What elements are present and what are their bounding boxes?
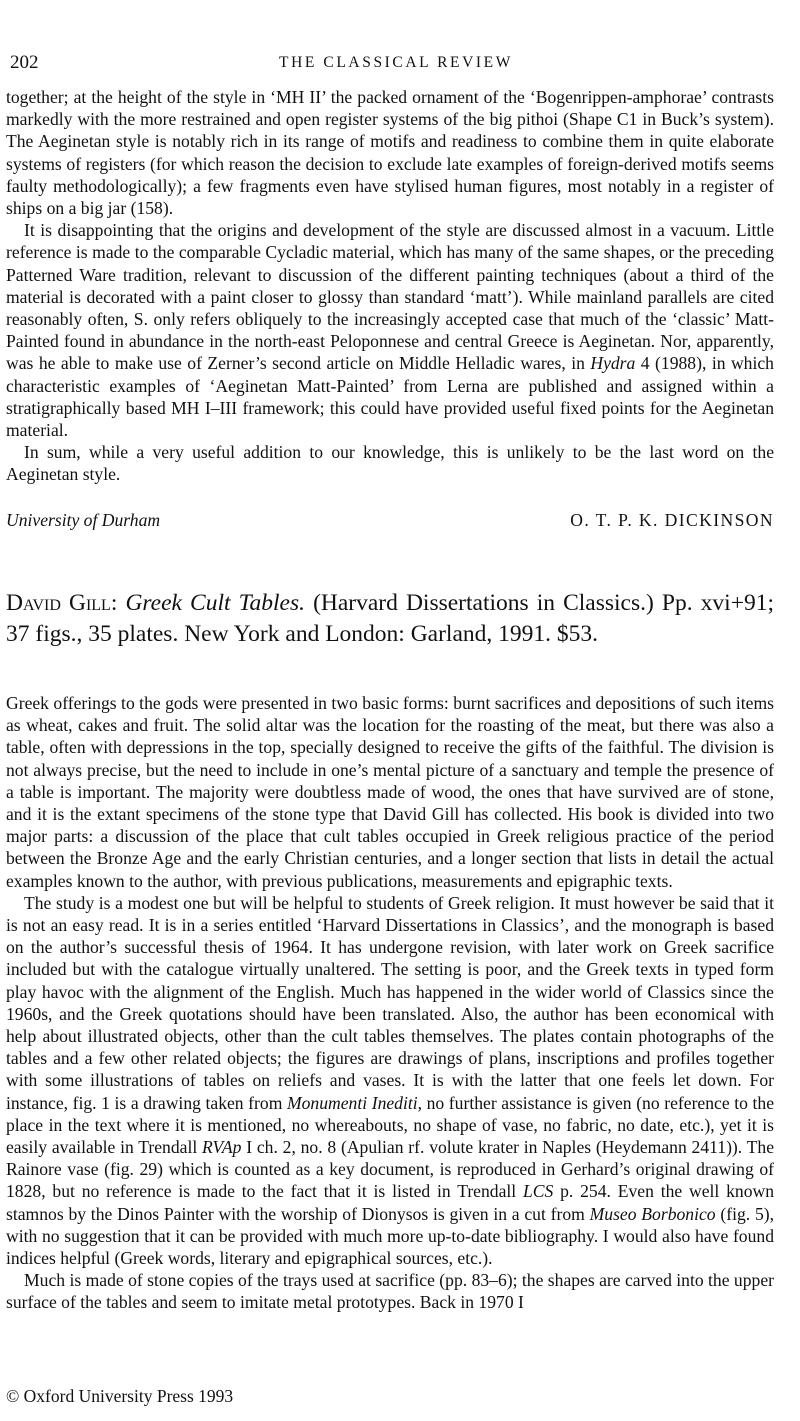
running-head: [10, 52, 782, 76]
copyright-notice: © Oxford University Press 1993: [6, 1386, 234, 1406]
reviewer-affiliation: University of Durham: [6, 510, 161, 530]
review-2-paragraph-2-part-1: The study is a modest one but will be helpful to students of Greek religion. It must however be said that it is not an easy read. It is in a series entitled ‘Harvard Dissertations in Classics’, and the monograph is based on the author’s successful thesis of 1964. It has undergone revision, with later work on Greek sacrifice included but with the catalogue virtually unaltered. The setting is poor, and the Greek texts in typed form play havoc with the alignment of the English. Much has happened in the wider world of Classics since the 1960s, and the Greek quotations should have been translated. Also, the author has been economical with help about illustrated objects, other than the cult tables themselves. The plates contain photographs of the tables and a few other related objects; the figures are drawings of plans, inscriptions and profiles together with some illustrations of tables on reliefs and vases. It is with the latter that one feels let down. For instance, fig. 1 is a drawing taken from: [6, 892, 774, 1113]
review-2-heading: David Gill: Greek Cult Tables. (Harvard Dissertations in Classics.) Pp. xvi+91; 37 figs., 35 plates. New York and London: Garland, 1991. $53.: [6, 590, 774, 647]
cited-title-rvap: RVAp: [202, 1137, 242, 1158]
journal-name-hydra: Hydra: [590, 353, 636, 374]
book-author: David Gill: [6, 590, 111, 616]
cited-title-museo-borbonico: Museo Borbonico: [589, 1203, 716, 1224]
review-2-body: [6, 692, 774, 1314]
review-2-paragraph-2: [6, 892, 774, 1269]
review-1-paragraph-2: [6, 219, 774, 441]
review-2-paragraph-2-part-3: I ch. 2, no. 8 (Apulian rf. volute krater in Naples (Heydemann 2411)). The Rainore vase (fig. 29) which is counted as a key document, is reproduced in Gerhard’s original drawing of 1828, but no reference is made to the fact that it is listed in Trendall: [6, 1137, 775, 1202]
page-number: 202: [10, 52, 39, 73]
review-1-body: [6, 86, 774, 486]
review-1-paragraph-1: together; at the height of the style in ‘MH II’ the packed ornament of the ‘Bogenrippen-amphorae’ contrasts markedly with the more restrained and open register systems of the big pithoi (Shape C1 in Buck’s system). The Aeginetan style is notably rich in its range of motifs and readiness to combine them in quite elaborate systems of registers (for which reason the decision to exclude late examples of foreign-derived motifs seems faulty methodologically); a few fragments even have stylised human figures, most notably in a register of ships on a big jar (158).: [6, 87, 774, 219]
review-1-paragraph-3: In sum, while a very useful addition to our knowledge, this is unlikely to be the last word on the Aeginetan style.: [6, 442, 774, 485]
journal-title: THE CLASSICAL REVIEW: [279, 54, 513, 71]
book-title: Greek Cult Tables.: [125, 590, 305, 616]
cited-title-monumenti: Monumenti Inediti: [286, 1092, 418, 1113]
review-1-paragraph-2-text: It is disappointing that the origins and development of the style are discussed almost in a vacuum. Little reference is made to the comparable Cycladic material, which has many of the same shapes, or the preceding Patterned Ware tradition, relevant to discussion of the different painting techniques (about a third of the material is decorated with a paint closer to glossy than standard ‘matt’). While mainland parallels are cited reasonably often, S. only refers obliquely to the increasingly accepted case that much of the ‘classic’ Matt-Painted found in abundance in the north-east Peloponnese and central Greece is Aeginetan. Nor, apparently, was he able to make use of Zerner’s second article on Middle Helladic wares, in: [6, 220, 774, 374]
reviewer-name: O. T. P. K. DICKINSON: [570, 510, 774, 530]
review-2-paragraph-3: Much is made of stone copies of the trays used at sacrifice (pp. 83–6); the shapes are carved into the upper surface of the tables and seem to imitate metal prototypes. Back in 1970 I: [6, 1270, 774, 1313]
review-2-paragraph-2-part-2: , no further assistance is given (no reference to the place in the text where it is mentioned, no whereabouts, no shape of vase, no fabric, no date, etc.), yet it is easily available in Trendall: [6, 1092, 775, 1158]
review-2-paragraph-2-part-5: (fig. 5), with no suggestion that it can be provided with much more up-to-date bibliography. I would also have found indices helpful (Greek words, literary and epigraphical sources, etc.).: [6, 1203, 774, 1269]
review-2-paragraph-2-part-4: p. 254. Even the well known stamnos by the Dinos Painter with the worship of Dionysos is given in a cut from: [6, 1181, 774, 1224]
review-2-paragraph-1: Greek offerings to the gods were presented in two basic forms: burnt sacrifices and depositions of such items as wheat, cakes and fruit. The solid altar was the location for the roasting of the meat, but there was also a table, often with depressions in the top, specially designed to receive the gifts of the faithful. The division is not always precise, but the need to include in one’s mental picture of a sanctuary and temple the presence of a table is important. The majority were doubtless made of wood, the ones that have survived are of stone, and it is the extant specimens of the stone type that David Gill has collected. His book is divided into two major parts: a discussion of the place that cult tables occupied in Greek religious practice of the period between the Bronze Age and the early Christian centuries, and a longer section that lists in detail the actual examples known to the author, with previous publications, measurements and epigraphic texts.: [6, 693, 774, 891]
book-details: (Harvard Dissertations in Classics.) Pp. xvi+91; 37 figs., 35 plates. New York and London: Garland, 1991. $53.: [6, 590, 774, 647]
cited-title-lcs: LCS: [522, 1181, 554, 1202]
review-1-paragraph-2-rest: 4 (1988), in which characteristic examples of ‘Aeginetan Matt-Painted’ from Lerna are published and assigned within a stratigraphically based MH I–III framework; this could have provided useful fixed points for the Aeginetan material.: [6, 353, 774, 441]
review-1-signature: [6, 510, 774, 534]
